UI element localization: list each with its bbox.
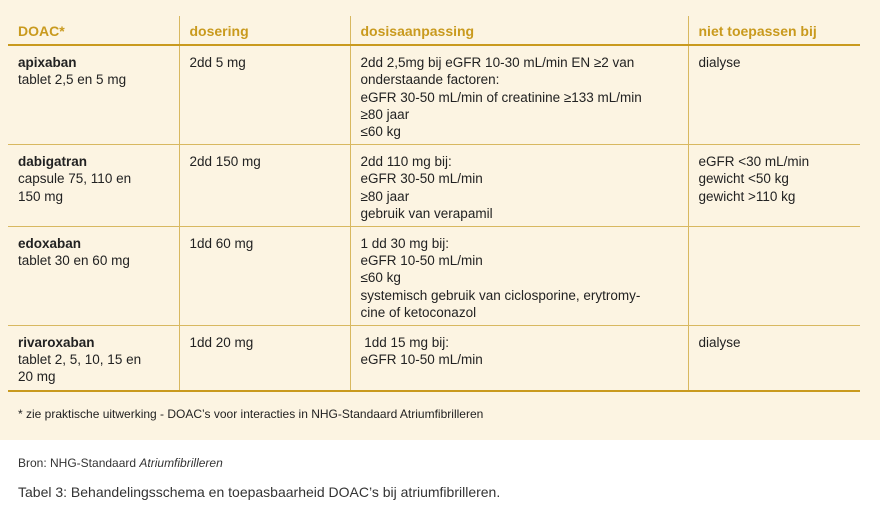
cell-doac [8, 145, 179, 227]
table-row [8, 326, 860, 391]
source-title: Atriumfibrilleren [139, 456, 223, 470]
source-line [18, 456, 223, 470]
cell-niet-toepassen [688, 45, 860, 145]
cell-dosering [179, 326, 350, 391]
drug-form: tablet 30 en 60 mg [18, 253, 130, 269]
adjust-line: eGFR 30-50 mL/min of creatinine ≥133 mL/min [360, 89, 642, 105]
drug-form: 20 mg [18, 369, 56, 385]
header-dosisaanpassing: dosisaanpassing [350, 16, 688, 45]
cell-doac [8, 326, 179, 391]
table-header-row [8, 16, 860, 45]
drug-form: tablet 2,5 en 5 mg [18, 72, 127, 88]
adjust-line: cine of ketoconazol [360, 304, 477, 320]
contra-line: eGFR <30 mL/min [698, 154, 810, 170]
table-caption: Tabel 3: Behandelingsschema en toepasbaarheid DOAC’s bij atriumfibrilleren. [18, 484, 501, 500]
drug-name: edoxaban [18, 236, 82, 252]
cell-doac [8, 45, 179, 145]
dose-text: 2dd 5 mg [189, 55, 246, 71]
adjust-line: eGFR 30-50 mL/min [360, 171, 483, 187]
adjust-line: eGFR 10-50 mL/min [360, 253, 483, 269]
header-niet-toepassen-bij: niet toepassen bij [688, 16, 860, 45]
drug-name: rivaroxaban [18, 335, 95, 351]
table-row [8, 45, 860, 145]
adjust-line: ≤60 kg [360, 270, 401, 286]
drug-name: apixaban [18, 55, 77, 71]
adjust-line: gebruik van verapamil [360, 205, 493, 221]
contra-line: gewicht >110 kg [698, 188, 796, 204]
header-doac: DOAC* [8, 16, 179, 45]
cell-dosisaanpassing [350, 45, 688, 145]
contra-line: dialyse [698, 335, 741, 351]
contra-line: gewicht <50 kg [698, 171, 789, 187]
cell-dosering [179, 45, 350, 145]
drug-form: tablet 2, 5, 10, 15 en [18, 352, 142, 368]
cell-doac [8, 227, 179, 326]
adjust-line: 1dd 15 mg bij: [360, 335, 450, 351]
cell-dosisaanpassing [350, 227, 688, 326]
adjust-line: onderstaande factoren: [360, 72, 500, 88]
dose-text: 1dd 60 mg [189, 236, 254, 252]
cell-dosering [179, 145, 350, 227]
header-dosering: dosering [179, 16, 350, 45]
adjust-line: 1 dd 30 mg bij: [360, 236, 450, 252]
doac-table [8, 16, 860, 392]
cell-niet-toepassen [688, 326, 860, 391]
adjust-line: eGFR 10-50 mL/min [360, 352, 483, 368]
adjust-line: 2dd 2,5mg bij eGFR 10-30 mL/min EN ≥2 van [360, 55, 635, 71]
contra-line: dialyse [698, 55, 741, 71]
cell-niet-toepassen [688, 145, 860, 227]
cell-niet-toepassen [688, 227, 860, 326]
table-row [8, 145, 860, 227]
drug-name: dabigatran [18, 154, 88, 170]
dose-text: 2dd 150 mg [189, 154, 261, 170]
source-prefix: Bron: NHG-Standaard [18, 456, 140, 470]
dose-text: 1dd 20 mg [189, 335, 254, 351]
table-footnote: * zie praktische uitwerking - DOAC’s voor interacties in NHG-Standaard Atriumfibrilleren [18, 407, 484, 421]
drug-form: 150 mg [18, 188, 64, 204]
cell-dosering [179, 227, 350, 326]
adjust-line: ≥80 jaar [360, 106, 410, 122]
adjust-line: systemisch gebruik van ciclosporine, erytromy- [360, 287, 641, 303]
cell-dosisaanpassing [350, 145, 688, 227]
table-row [8, 227, 860, 326]
drug-form: capsule 75, 110 en [18, 171, 132, 187]
adjust-line: 2dd 110 mg bij: [360, 154, 452, 170]
cell-dosisaanpassing [350, 326, 688, 391]
adjust-line: ≥80 jaar [360, 188, 410, 204]
adjust-line: ≤60 kg [360, 124, 401, 140]
